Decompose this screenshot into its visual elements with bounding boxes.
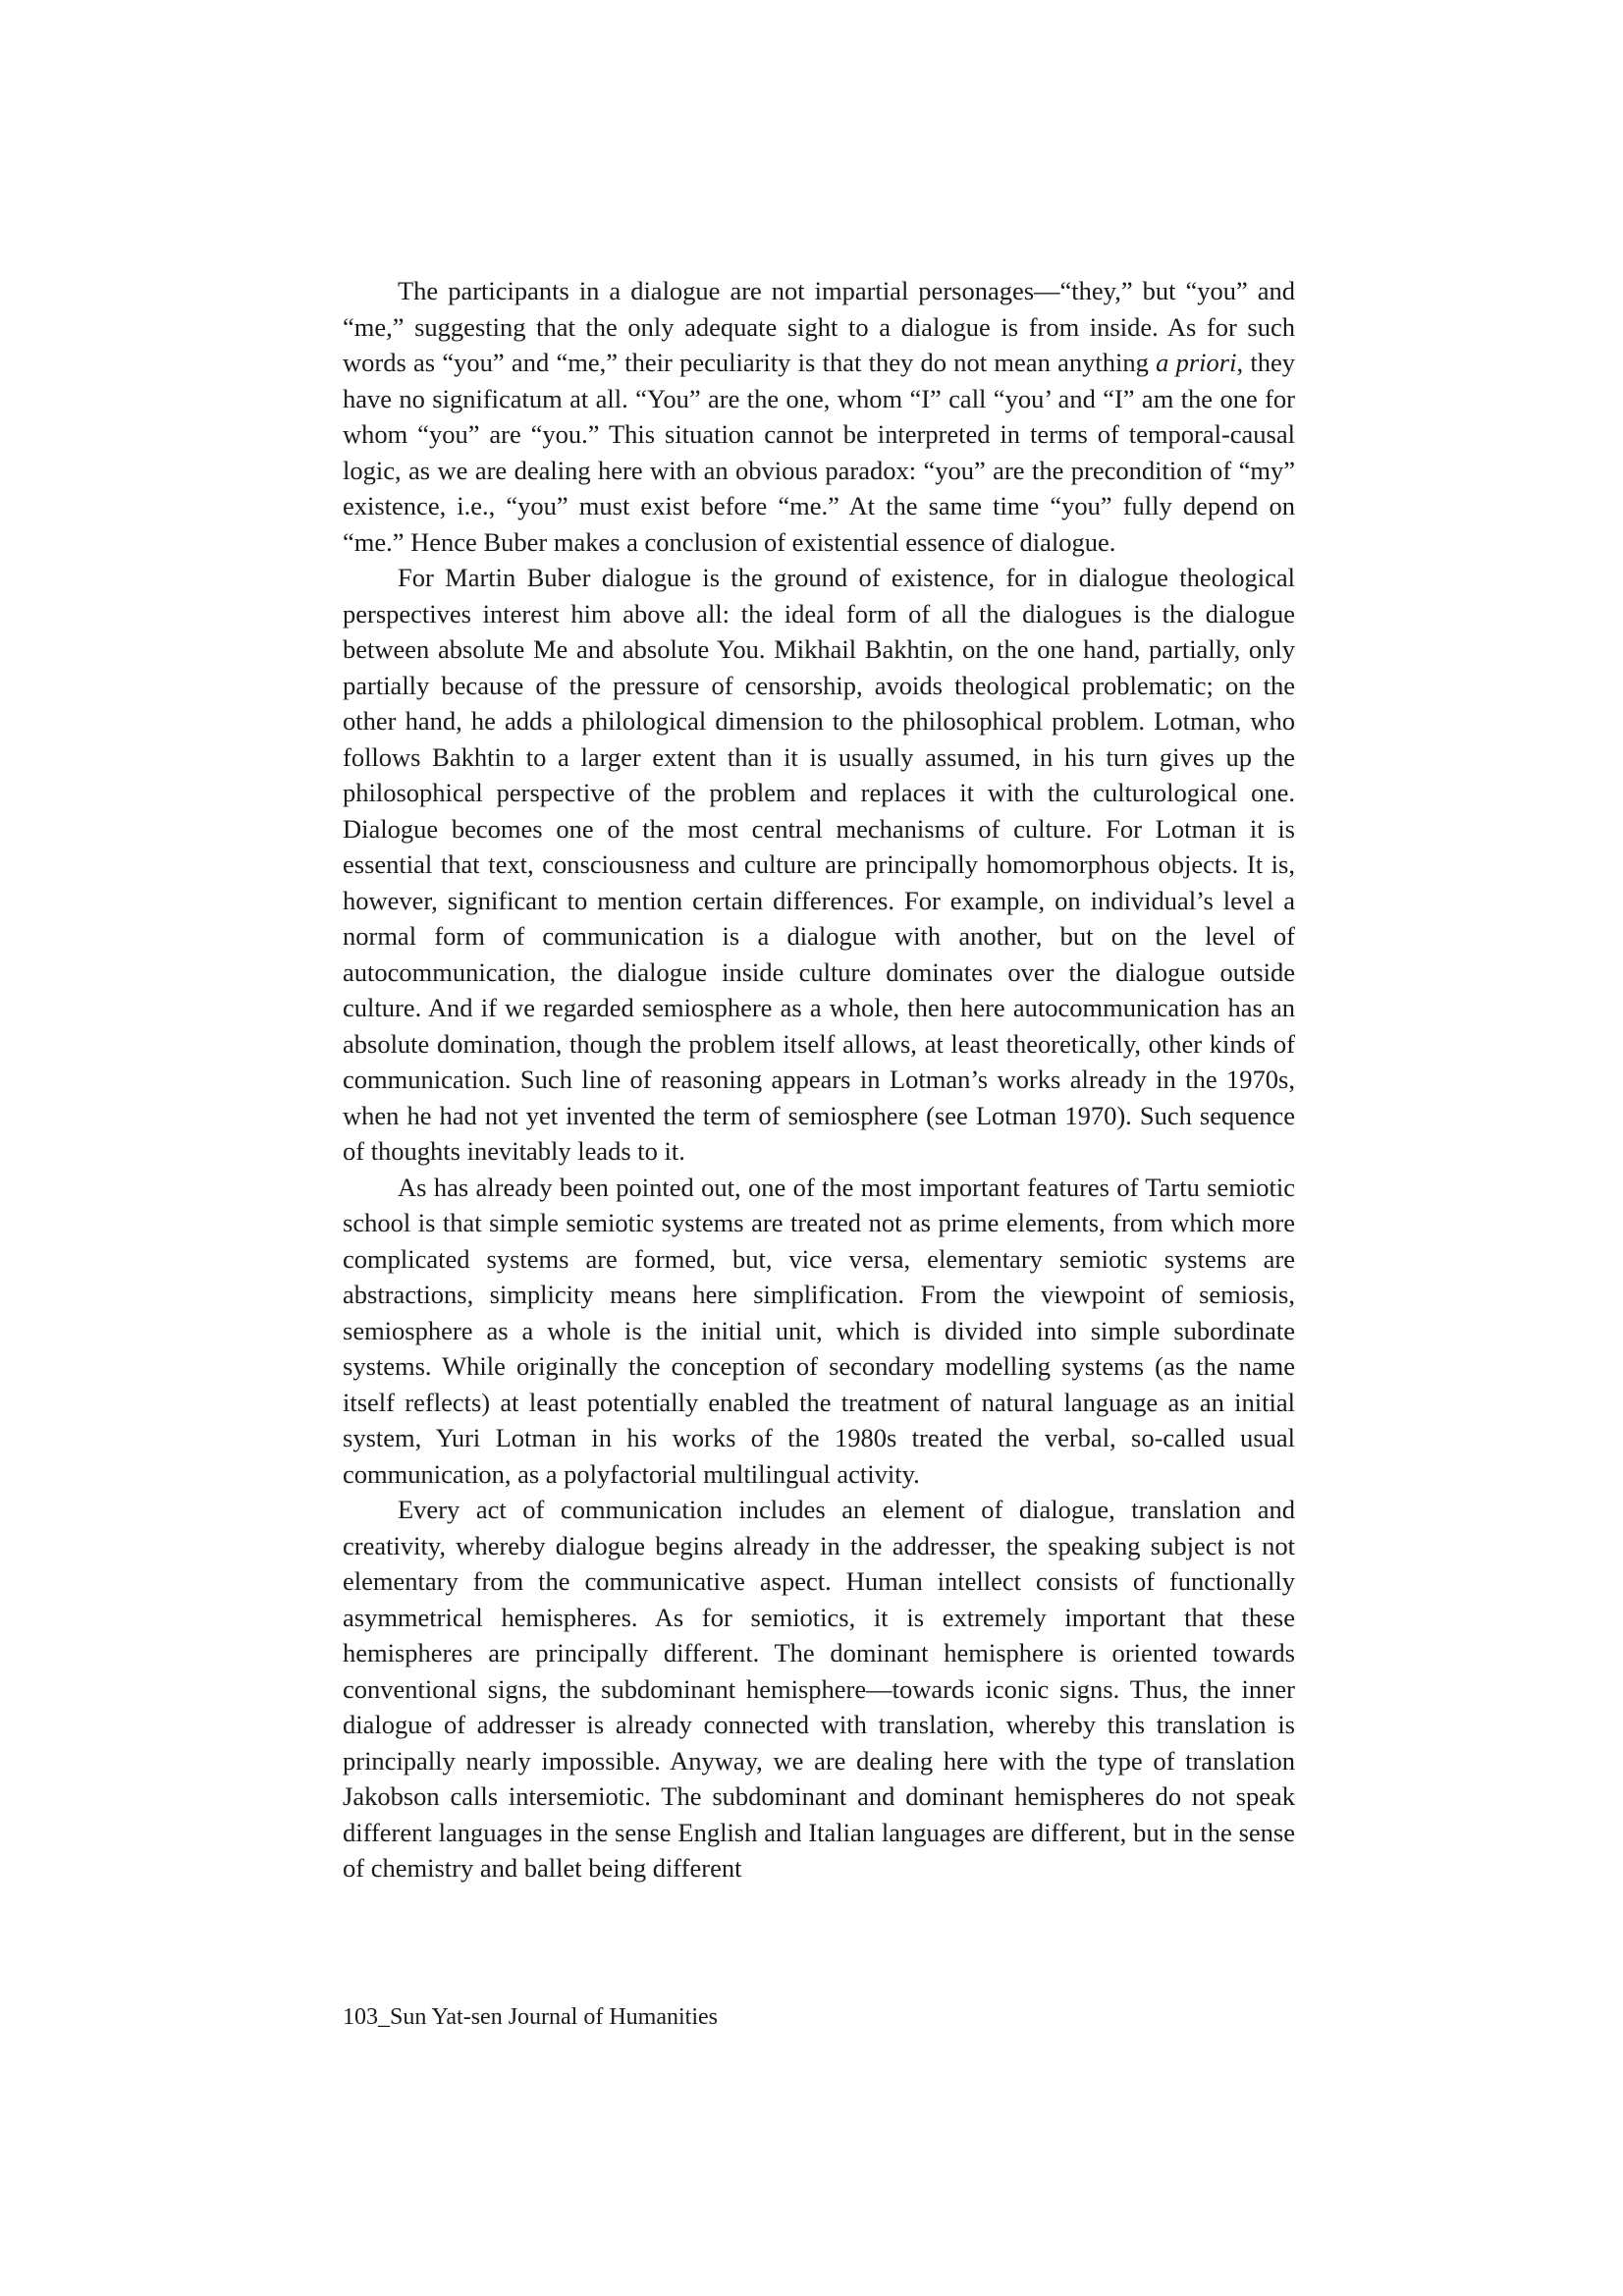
paragraph-1-italic-term: a priori	[1156, 348, 1237, 377]
paragraph-1-text-start: The participants in a dialogue are not impartial personages—“they,” but “you” and “me,” suggesting that the only adequate sight to a dialogue is from inside. As for such words as “you” and “me,” their peculiarity is that they do not mean anything	[343, 276, 1295, 377]
paragraph-1-text-end: , they have no significatum at all. “You” are the one, whom “I” call “you’ and “I” am the one for whom “you” are “you.” This situation cannot be interpreted in terms of temporal-causal logic, as we are dealing here with an obvious paradox: “you” are the precondition of “my” existence, i.e., “you” must exist before “me.” At the same time “you” fully depend on “me.” Hence Buber makes a conclusion of existential essence of dialogue.	[343, 348, 1295, 557]
page-footer: 103_Sun Yat-sen Journal of Humanities	[343, 2004, 718, 2030]
paragraph-1	[343, 273, 1295, 560]
paragraph-3: As has already been pointed out, one of the most important features of Tartu semiotic school is that simple semiotic systems are treated not as prime elements, from which more complicated systems are formed, but, vice versa, elementary semiotic systems are abstractions, simplicity means here simplification. From the viewpoint of semiosis, semiosphere as a whole is the initial unit, which is divided into simple subordinate systems. While originally the conception of secondary modelling systems (as the name itself reflects) at least potentially enabled the treatment of natural language as an initial system, Yuri Lotman in his works of the 1980s treated the verbal, so-called usual communication, as a polyfactorial multilingual activity.	[343, 1172, 1295, 1489]
body-text	[343, 273, 1295, 1886]
paragraph-4: Every act of communication includes an element of dialogue, translation and creativity, whereby dialogue begins already in the addresser, the speaking subject is not elementary from the communicative aspect. Human intellect consists of functionally asymmetrical hemispheres. As for semiotics, it is extremely important that these hemispheres are principally different. The dominant hemisphere is oriented towards conventional signs, the subdominant hemisphere—towards iconic signs. Thus, the inner dialogue of addresser is already connected with translation, whereby this translation is principally nearly impossible. Anyway, we are dealing here with the type of translation Jakobson calls intersemiotic. The subdominant and dominant hemispheres do not speak different languages in the sense English and Italian languages are different, but in the sense of chemistry and ballet being different	[343, 1495, 1295, 1883]
paragraph-2: For Martin Buber dialogue is the ground of existence, for in dialogue theological perspectives interest him above all: the ideal form of all the dialogues is the dialogue between absolute Me and absolute You. Mikhail Bakhtin, on the one hand, partially, only partially because of the pressure of censorship, avoids theological problematic; on the other hand, he adds a philological dimension to the philosophical problem. Lotman, who follows Bakhtin to a larger extent than it is usually assumed, in his turn gives up the philosophical perspective of the problem and replaces it with the culturological one. Dialogue becomes one of the most central mechanisms of culture. For Lotman it is essential that text, consciousness and culture are principally homomorphous objects. It is, however, significant to mention certain differences. For example, on individual’s level a normal form of communication is a dialogue with another, but on the level of autocommunication, the dialogue inside culture dominates over the dialogue outside culture. And if we regarded semiosphere as a whole, then here autocommunication has an absolute domination, though the problem itself allows, at least theoretically, other kinds of communication. Such line of reasoning appears in Lotman’s works already in the 1970s, when he had not yet invented the term of semiosphere (see Lotman 1970). Such sequence of thoughts inevitably leads to it.	[343, 563, 1295, 1166]
